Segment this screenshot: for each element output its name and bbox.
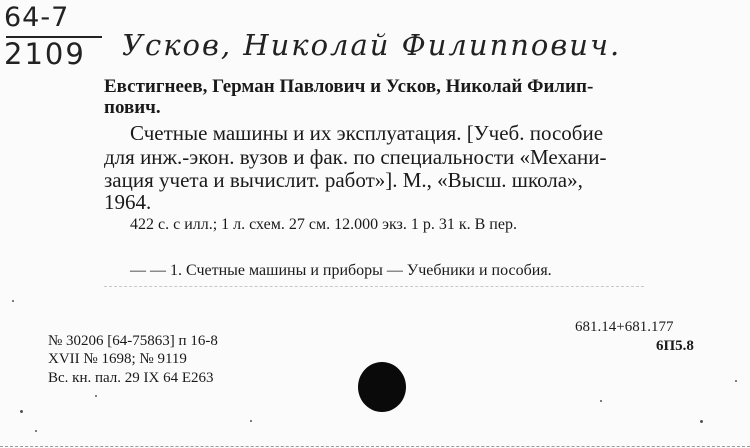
call-number-top: 64-7 bbox=[4, 2, 70, 33]
speck bbox=[20, 410, 23, 413]
faint-dash-line bbox=[104, 286, 644, 287]
title-line-4: 1964. bbox=[104, 190, 152, 214]
bottom-edge-dash bbox=[0, 446, 750, 447]
speck bbox=[95, 395, 97, 397]
speck bbox=[35, 430, 37, 432]
subject-tracing: — — 1. Счетные машины и приборы — Учебники и пособия. bbox=[130, 262, 552, 279]
classification-bbk: 6П5.8 bbox=[656, 338, 694, 354]
title-line-3: зация учета и вычислит. работ»]. М., «Высш. школа», bbox=[104, 168, 583, 192]
call-number-bottom: 2109 bbox=[4, 37, 86, 71]
speck bbox=[600, 400, 602, 402]
footer-line-3: Вс. кн. пал. 29 IX 64 Е263 bbox=[48, 370, 214, 386]
footer-line-2: XVII № 1698; № 9119 bbox=[48, 351, 187, 367]
speck bbox=[700, 420, 703, 423]
authors-line-1: Евстигнеев, Герман Павлович и Усков, Николай Филип- bbox=[104, 76, 594, 97]
footer-line-1: № 30206 [64-75863] п 16-8 bbox=[48, 333, 218, 349]
handwritten-author-heading: Усков, Николай Филиппович. bbox=[122, 28, 622, 62]
punch-hole bbox=[358, 362, 406, 412]
authors-line-2: пович. bbox=[104, 97, 161, 118]
speck bbox=[735, 380, 737, 382]
classification-udc: 681.14+681.177 bbox=[575, 319, 674, 335]
speck bbox=[12, 300, 14, 302]
title-line-2: для инж.-экон. вузов и фак. по специальности «Механи- bbox=[104, 145, 607, 169]
speck bbox=[250, 420, 252, 422]
title-line-1: Счетные машины и их эксплуатация. [Учеб. пособие bbox=[130, 121, 604, 145]
physical-description: 422 с. с илл.; 1 л. схем. 27 см. 12.000 экз. 1 р. 31 к. В пер. bbox=[130, 216, 517, 233]
